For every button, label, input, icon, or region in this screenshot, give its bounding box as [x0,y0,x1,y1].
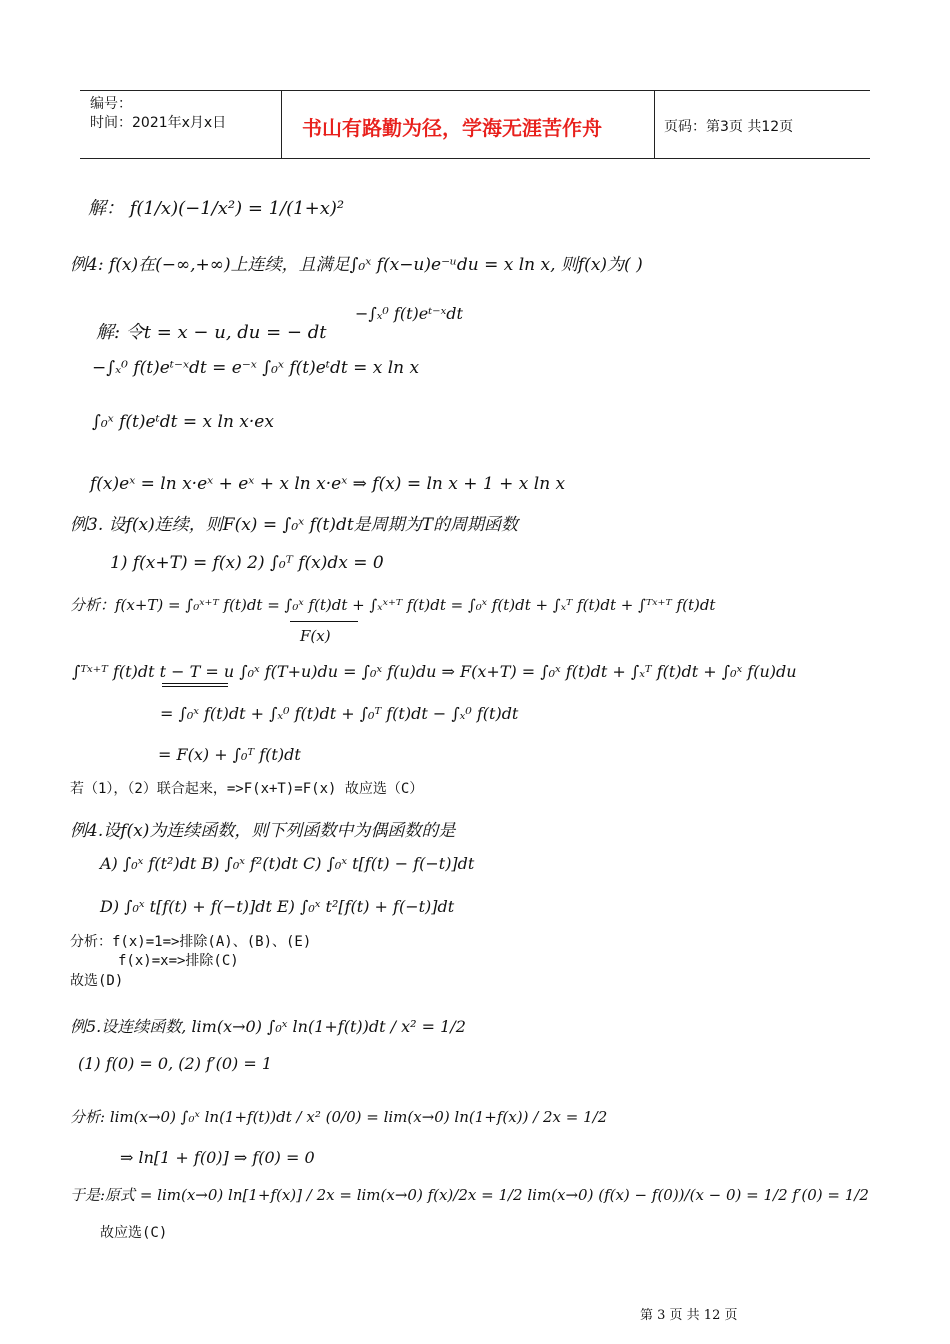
example-5-statement: 例5.设连续函数, lim(x→0) ∫₀ˣ ln(1+f(t))dt / x² = 1/2 [70,1017,466,1036]
substitution-line: 解: 令t = x − u, du = − dt [96,322,327,343]
example-5-result: 于是:原式 = lim(x→0) ln[1+f(x)] / 2x = lim(x→0) f(x)/2x = 1/2 lim(x→0) (f(x) − f(0))/(x − 0) = 1/2 f′(0) = 1/2 [70,1186,869,1204]
example-5-options: (1) f(0) = 0, (2) f′(0) = 1 [78,1054,272,1073]
page-footer: 第 3 页 共 12 页 [640,1308,738,1323]
header-number-label: 编号： [90,96,132,112]
header-divider-2 [654,90,655,158]
header-divider-1 [281,90,282,158]
derivation-line-1: −∫ₓ⁰ f(t)eᵗ⁻ˣdt = e⁻ˣ ∫₀ˣ f(t)eᵗdt = x ln x [92,358,420,378]
analysis-underbrace [290,621,358,622]
substitution-underline-2 [162,686,228,687]
conclusion-line: 若（1），（2）联合起来，=>F(x+T)=F(x) 故应选（C） [70,781,424,797]
analysis-exclude-2: f(x)=x=>排除(C) [118,953,239,969]
header-page-label: 页码：第3页 共12页 [664,119,794,135]
derivation-line-2: ∫₀ˣ f(t)eᵗdt = x ln x·ex [92,412,274,432]
example-3-options: 1) f(x+T) = f(x) 2) ∫₀ᵀ f(x)dx = 0 [110,553,384,573]
analysis-fx-label: F(x) [300,627,331,645]
header-motto: 书山有路勤为径，学海无涯苦作舟 [302,116,602,140]
header-bottom-rule [80,158,870,159]
example-3-statement: 例3. 设f(x)连续，则F(x) = ∫₀ˣ f(t)dt是周期为T的周期函数 [70,515,519,535]
example-4b-statement: 例4.设f(x)为连续函数，则下列函数中为偶函数的是 [70,821,456,841]
header-top-rule [80,90,870,91]
analysis-line-4: = F(x) + ∫₀ᵀ f(t)dt [158,745,301,764]
example-4b-options-2: D) ∫₀ˣ t[f(t) + f(−t)]dt E) ∫₀ˣ t²[f(t) + f(−t)]dt [100,897,455,916]
substitution-underline-1 [162,683,228,684]
example-4b-options-1: A) ∫₀ˣ f(t²)dt B) ∫₀ˣ f²(t)dt C) ∫₀ˣ t[f(t) − f(−t)]dt [100,854,475,873]
answer-c: 故应选(C) [100,1225,168,1241]
derivation-line-3: f(x)eˣ = ln x·eˣ + eˣ + x ln x·eˣ ⇒ f(x) = ln x + 1 + x ln x [90,474,566,494]
header-time-label: 时间：2021年x月x日 [90,115,227,131]
substitution-side-integral: −∫ₓ⁰ f(t)eᵗ⁻ˣdt [355,304,463,323]
example-4-statement: 例4: f(x)在(−∞,+∞)上连续，且满足∫₀ˣ f(x−u)e⁻ᵘdu = x ln x, 则f(x)为( ) [70,255,643,275]
solution-line-1: 解： f(1/x)(−1/x²) = 1/(1+x)² [88,198,345,219]
example-5-implication: ⇒ ln[1 + f(0)] ⇒ f(0) = 0 [120,1148,315,1167]
answer-d: 故选(D) [70,973,124,989]
analysis-line-1: 分析：f(x+T) = ∫₀ˣ⁺ᵀ f(t)dt = ∫₀ˣ f(t)dt + ∫ₓˣ⁺ᵀ f(t)dt = ∫₀ˣ f(t)dt + ∫ₓᵀ f(t)dt + ∫ᵀˣ⁺ᵀ f(t)dt [70,596,716,614]
example-5-analysis: 分析: lim(x→0) ∫₀ˣ ln(1+f(t))dt / x² (0/0) = lim(x→0) ln(1+f(x)) / 2x = 1/2 [70,1108,608,1126]
analysis-line-2: ∫ᵀˣ⁺ᵀ f(t)dt t − T = u ∫₀ˣ f(T+u)du = ∫₀ˣ f(u)du ⇒ F(x+T) = ∫₀ˣ f(t)dt + ∫ₓᵀ f(t)dt + ∫₀ˣ f(u)du [72,662,797,681]
analysis-exclude-1: 分析：f(x)=1=>排除(A)、(B)、(E) [70,934,312,950]
analysis-line-3: = ∫₀ˣ f(t)dt + ∫ₓ⁰ f(t)dt + ∫₀ᵀ f(t)dt − ∫ₓ⁰ f(t)dt [160,704,519,723]
